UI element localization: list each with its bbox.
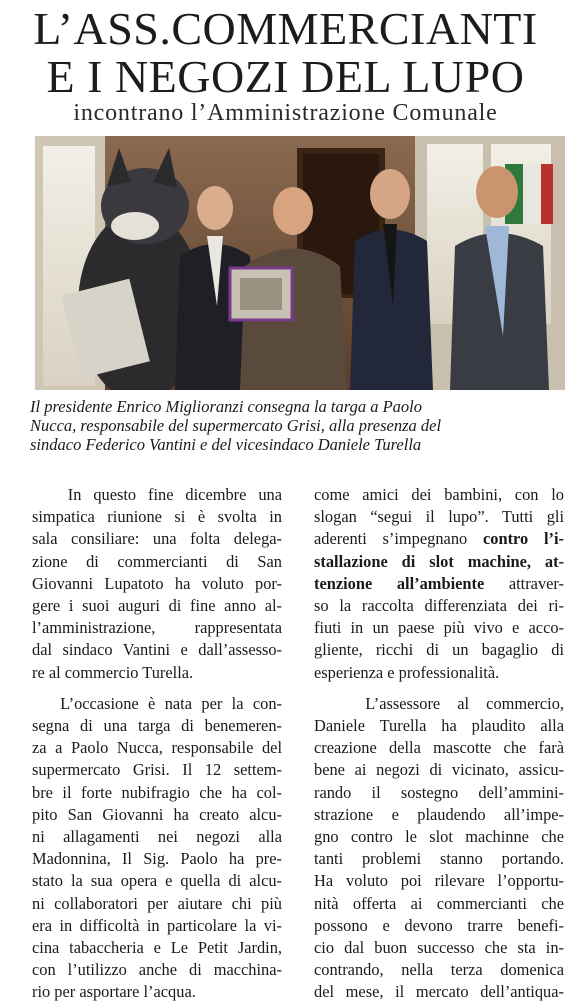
text-line: dal sindaco Vantini e dall’assesso-	[32, 640, 282, 660]
text-line: era in difficoltà in particolare la vi-	[32, 915, 282, 935]
text-line: gere i suoi auguri di fine anno al-	[32, 596, 282, 616]
text-line: strazione e plaudendo all’impe-	[314, 804, 564, 824]
text-line: ni collaboratori per aiutare chi più	[32, 893, 282, 913]
text-line: Giovanni Lupatoto ha voluto por-	[32, 573, 282, 593]
text-line: con l’utilizzo anche di macchina-	[32, 960, 282, 980]
text-line: bre il forte nubifragio che ha col-	[32, 782, 282, 802]
headline-subtitle: incontrano l’Amministrazione Comunale	[73, 100, 498, 126]
text-line: creazione della mascotte che farà	[314, 738, 564, 758]
text-line: slogan “segui il lupo”. Tutti gli	[314, 507, 564, 527]
text-run: aderenti s’impegnano	[314, 529, 483, 549]
text-line: del mese, il mercato dell’antiqua-	[314, 982, 564, 1002]
caption-line: Il presidente Enrico Miglioranzi consegna la targa a Paolo	[30, 397, 422, 416]
article-column-1	[32, 484, 282, 1004]
text-line: rio per asportare l’acqua.	[32, 982, 196, 1002]
text-line: gno contro le slot machinne che	[314, 827, 564, 847]
text-line: L’assessore al commercio,	[314, 693, 564, 713]
article-paragraph	[314, 484, 564, 684]
text-line: simpatica riunione si è svolta in	[32, 507, 282, 527]
text-line: re al commercio Turella.	[32, 662, 194, 682]
text-line: L’occasione è nata per la con-	[32, 693, 282, 713]
text-line: so la raccolta differenziata dei ri-	[314, 596, 564, 616]
text-run: attraver-	[484, 573, 564, 593]
article-column-2	[314, 484, 564, 1004]
text-line: zione di commercianti di San	[32, 551, 282, 571]
bold-text-run: tenzione all’ambiente	[314, 573, 485, 593]
text-line: Daniele Turella ha plaudito alla	[314, 716, 564, 736]
text-line: contrando, nella terza domenica	[314, 960, 564, 980]
caption-line: Nucca, responsabile del supermercato Grisi, alla presenza del	[30, 416, 442, 435]
article-paragraph	[314, 693, 564, 1004]
text-line: come amici dei bambini, con lo	[314, 485, 564, 504]
article-paragraph	[32, 693, 282, 1004]
text-line: nità offerta ai commercianti che	[314, 893, 564, 913]
bold-text-run: stallazione di slot machine, at-	[314, 551, 564, 571]
text-line: possono e devono trarre benefi-	[314, 915, 564, 935]
caption-line: sindaco Federico Vantini e del vicesindaco Daniele Turella	[30, 435, 422, 454]
news-photo	[35, 136, 565, 390]
text-line: cio dal buon successo che sta in-	[314, 938, 564, 958]
text-line: segna di una targa di benemeren-	[32, 716, 282, 736]
text-line: pito San Giovanni ha creato alcu-	[32, 804, 282, 824]
photo-image-icon	[35, 136, 565, 390]
headline-line-1: L’ASS.COMMERCIANTI	[33, 3, 538, 54]
text-line: supermercato Grisi. Il 12 settem-	[32, 760, 282, 780]
text-line: gliente, ricchi di un bagaglio di	[314, 640, 564, 660]
text-line: fiuti in un paese più vivo e acco-	[314, 618, 564, 638]
text-line: rando il sostegno dell’ammini-	[314, 782, 564, 802]
text-line: In questo fine dicembre una	[32, 485, 282, 504]
text-line: Madonnina, Il Sig. Paolo ha pre-	[32, 849, 282, 869]
text-line: cina tabaccheria e Le Petit Jardin,	[32, 938, 282, 958]
text-line: esperienza e professionalità.	[314, 662, 500, 682]
text-line: za a Paolo Nucca, responsabile del	[32, 738, 282, 758]
headline-line-2: E I NEGOZI DEL LUPO	[46, 51, 525, 102]
text-line: bene ai negozi di vicinato, assicu-	[314, 760, 564, 780]
text-line	[314, 528, 564, 550]
text-line: ni allagamenti nei negozi alla	[32, 827, 282, 847]
text-line	[314, 551, 564, 573]
text-line	[314, 573, 564, 595]
article-paragraph	[32, 484, 282, 684]
text-line: stato la sua opera e quella di alcu-	[32, 871, 282, 891]
text-line: tanti problemi stanno portando.	[314, 849, 564, 869]
text-line: sala consiliare: una folta delega-	[32, 529, 282, 549]
text-line: Ha voluto poi rilevare l’opportu-	[314, 871, 564, 891]
photo-caption	[30, 397, 550, 454]
bold-text-run: contro l’i-	[482, 529, 564, 549]
text-line: l’amministrazione, rappresentata	[32, 618, 282, 638]
